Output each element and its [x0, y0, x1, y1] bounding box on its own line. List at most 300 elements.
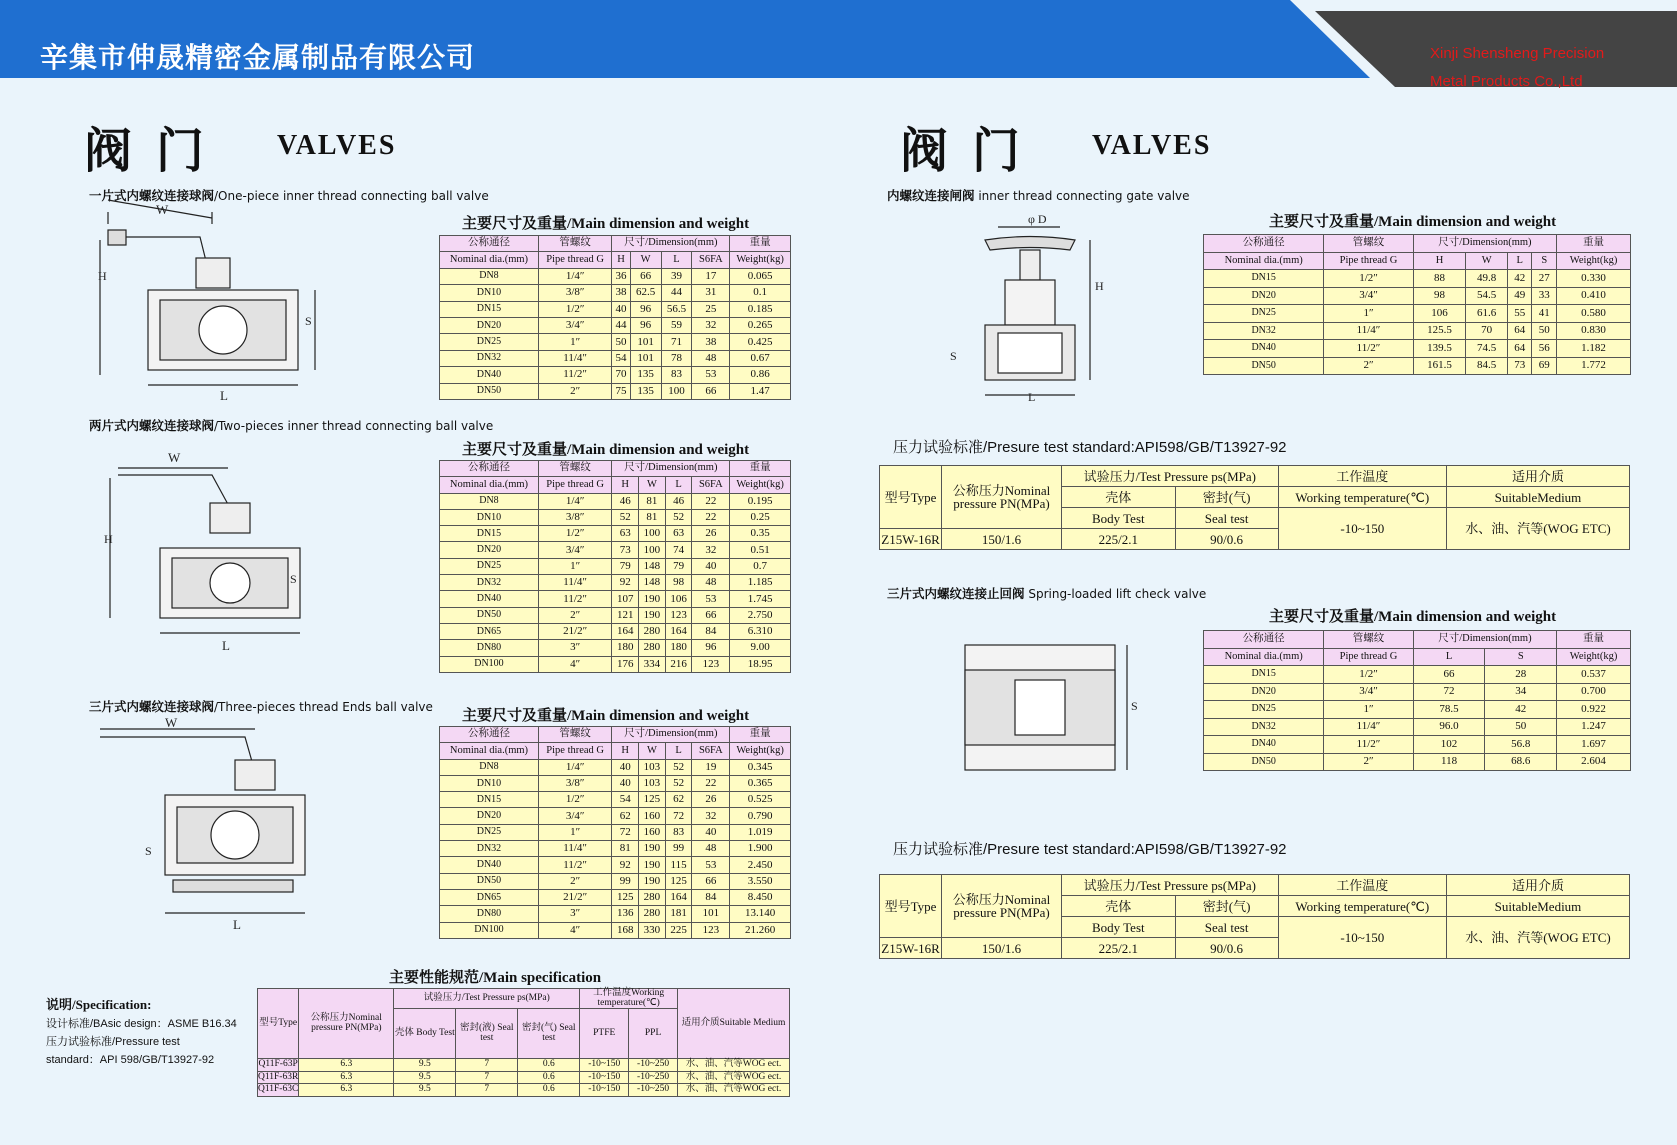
- table-cell: 168: [612, 922, 639, 938]
- ms-test-head: 试验压力/Test Pressure ps(MPa): [394, 989, 580, 1009]
- table-cell: 334: [639, 656, 666, 672]
- col-subhead: L: [661, 252, 692, 268]
- col-subhead: Weight(kg): [1557, 252, 1631, 270]
- table-cell: 79: [665, 558, 692, 574]
- table-cell: DN15: [1204, 666, 1324, 684]
- table-cell: 42: [1507, 270, 1532, 288]
- table-cell: 1″: [1324, 701, 1413, 719]
- col-subhead: Nominal dia.(mm): [440, 477, 539, 493]
- table-cell: 11/2″: [1324, 736, 1413, 754]
- col-head-nominal: 公称通径: [1204, 235, 1324, 253]
- table-cell: 1.182: [1557, 340, 1631, 358]
- gate-valve-drawing: [940, 205, 1120, 405]
- col-subhead: W: [1466, 252, 1507, 270]
- table-cell: 32: [692, 808, 730, 824]
- st-temp-val: -10~150: [1278, 508, 1446, 550]
- table-cell: 190: [639, 591, 666, 607]
- table-cell: 11/4″: [538, 575, 611, 591]
- table-row: [440, 367, 791, 383]
- header-row: [440, 727, 791, 743]
- table-cell: 46: [665, 493, 692, 509]
- table-cell: 180: [612, 640, 639, 656]
- table-cell: 11/2″: [1324, 340, 1413, 358]
- table-cell: Q11F-63R: [258, 1071, 299, 1082]
- table-row: [1204, 683, 1631, 701]
- table-cell: DN32: [440, 350, 539, 366]
- table-cell: 38: [692, 334, 730, 350]
- table-cell: 123: [692, 922, 730, 938]
- table-cell: 135: [630, 367, 661, 383]
- table-cell: 68.6: [1485, 753, 1557, 771]
- col-subhead: S6FA: [692, 477, 730, 493]
- check-pressure-table: [879, 874, 1630, 959]
- col-head-thread: 管螺纹: [538, 727, 611, 743]
- table-cell: 38: [612, 285, 630, 301]
- table-cell: DN15: [440, 301, 539, 317]
- table-cell: 1.019: [730, 824, 791, 840]
- table-cell: 139.5: [1413, 340, 1466, 358]
- st-temp-head: 工作温度: [1278, 875, 1446, 896]
- table-cell: 1.185: [730, 575, 791, 591]
- table-row: [1204, 305, 1631, 323]
- table-row: [440, 526, 791, 542]
- table-cell: DN100: [440, 656, 539, 672]
- table-cell: 18.95: [730, 656, 791, 672]
- st-body-cn: 壳体: [1062, 487, 1176, 508]
- header-row: [440, 236, 791, 252]
- table-cell: 106: [665, 591, 692, 607]
- table-cell: 84: [692, 623, 730, 639]
- table-cell: 81: [639, 509, 666, 525]
- st-seal-en: Seal test: [1175, 508, 1278, 529]
- table-row: [1204, 357, 1631, 375]
- table-cell: 136: [612, 906, 639, 922]
- col-head-dimension: 尺寸/Dimension(mm): [1413, 235, 1556, 253]
- subheader-row: [440, 252, 791, 268]
- table-cell: 2.750: [730, 607, 791, 623]
- table-row: [440, 301, 791, 317]
- col-head-thread: 管螺纹: [1324, 631, 1413, 649]
- table-cell: DN25: [1204, 701, 1324, 719]
- table-cell: 11/2″: [538, 367, 611, 383]
- dim-s-label: S: [305, 314, 312, 328]
- table-cell: 99: [665, 841, 692, 857]
- table-row: [1204, 340, 1631, 358]
- pressure-test-standard-1: 压力试验标准/Presure test standard:API598/GB/T13927-92: [893, 439, 1287, 456]
- table-row: [1204, 736, 1631, 754]
- table-cell: 56: [1532, 340, 1557, 358]
- table-cell: -10~250: [629, 1084, 678, 1097]
- table-cell: 66: [692, 607, 730, 623]
- st-pn-head: [942, 875, 1062, 938]
- table-cell: 0.195: [730, 493, 791, 509]
- st-pn-line1: 公称压力Nominal: [952, 483, 1051, 498]
- left-heading-en: VALVES: [277, 130, 397, 161]
- dim-s-label-check: S: [1131, 699, 1138, 713]
- section-two-pieces-title: [89, 416, 493, 434]
- table-cell: DN100: [440, 922, 539, 938]
- col-head-thread: 管螺纹: [1324, 235, 1413, 253]
- table-cell: 123: [692, 656, 730, 672]
- dim-s-label-2: S: [290, 572, 297, 586]
- table-row: [440, 558, 791, 574]
- table-cell: -10~250: [629, 1059, 678, 1072]
- rs2-en: Spring-loaded lift check valve: [1024, 587, 1207, 601]
- main-spec-table: [257, 988, 790, 1097]
- dim-l-label-3: L: [233, 917, 241, 932]
- one-piece-valve-drawing: [100, 200, 330, 415]
- table-cell: DN25: [440, 824, 539, 840]
- table-cell: 1.745: [730, 591, 791, 607]
- table-cell: 81: [612, 841, 639, 857]
- table-cell: 1.772: [1557, 357, 1631, 375]
- table-row: [440, 623, 791, 639]
- table-cell: DN20: [440, 317, 539, 333]
- table-cell: 92: [612, 575, 639, 591]
- table-cell: 0.265: [730, 317, 791, 333]
- table-cell: 21/2″: [538, 623, 611, 639]
- table-cell: 0.67: [730, 350, 791, 366]
- table-row: [1204, 287, 1631, 305]
- col-subhead: W: [639, 477, 666, 493]
- col-head-weight: 重量: [730, 236, 791, 252]
- col-subhead: L: [1413, 648, 1485, 666]
- table-cell: 280: [639, 623, 666, 639]
- check-valve-drawing: [955, 625, 1145, 795]
- col-subhead: L: [665, 743, 692, 759]
- table-cell: DN15: [1204, 270, 1324, 288]
- three-piece-dimension-table: [439, 726, 791, 939]
- table-cell: 70: [612, 367, 630, 383]
- table-cell: 50: [1485, 718, 1557, 736]
- subheader-row: [440, 477, 791, 493]
- table-cell: 55: [1507, 305, 1532, 323]
- table-cell: 160: [639, 824, 666, 840]
- table-cell: DN25: [1204, 305, 1324, 323]
- table-cell: 330: [639, 922, 666, 938]
- table-cell: 9.5: [394, 1059, 456, 1072]
- table-cell: -10~150: [580, 1059, 629, 1072]
- col-subhead: L: [1507, 252, 1532, 270]
- dim-phid-label: φ D: [1028, 212, 1047, 226]
- st-pn-line2: pressure PN(MPa): [953, 496, 1050, 511]
- table-cell: 125: [665, 873, 692, 889]
- company-en-line1: Xinji Shensheng Precision: [1430, 45, 1605, 62]
- table-cell: 62.5: [630, 285, 661, 301]
- table-cell: 41: [1532, 305, 1557, 323]
- st-seal-cn: 密封(气): [1175, 487, 1278, 508]
- table-cell: 49: [1507, 287, 1532, 305]
- two-piece-valve-drawing: [100, 448, 330, 663]
- col-subhead: S6FA: [692, 252, 730, 268]
- col-subhead: H: [612, 477, 639, 493]
- st-seal-val: 90/0.6: [1175, 938, 1278, 959]
- st-body-en: Body Test: [1062, 508, 1176, 529]
- table-cell: 66: [692, 873, 730, 889]
- subheader-row: [1204, 252, 1631, 270]
- table-cell: 1″: [538, 334, 611, 350]
- table-cell: 11/4″: [1324, 322, 1413, 340]
- table-row: [880, 466, 1630, 487]
- table-row: [258, 1071, 790, 1084]
- st-medium-en: SuitableMedium: [1446, 896, 1629, 917]
- header-row: [1204, 235, 1631, 253]
- st-type-head: 型号Type: [880, 875, 942, 938]
- st-type-head: 型号Type: [880, 466, 942, 529]
- table-cell: 123: [665, 607, 692, 623]
- col-head-dimension: 尺寸/Dimension(mm): [1413, 631, 1556, 649]
- table-cell: 0.537: [1557, 666, 1631, 684]
- table-cell: DN8: [440, 759, 539, 775]
- table-cell: 53: [692, 857, 730, 873]
- col-subhead: S: [1532, 252, 1557, 270]
- ms-temp-head: 工作温度Working temperature(℃): [580, 989, 678, 1009]
- table-cell: 2.604: [1557, 753, 1631, 771]
- table-cell: 101: [630, 334, 661, 350]
- col-head-dimension: 尺寸/Dimension(mm): [612, 727, 730, 743]
- st-medium-val: 水、油、汽等(WOG ETC): [1446, 508, 1629, 550]
- table-cell: 3″: [538, 906, 611, 922]
- table-cell: 2.450: [730, 857, 791, 873]
- table-cell: 92: [612, 857, 639, 873]
- st-temp-en: Working temperature(℃): [1278, 487, 1446, 508]
- table-cell: 0.410: [1557, 287, 1631, 305]
- table-cell: 2″: [1324, 753, 1413, 771]
- table-cell: 96: [692, 640, 730, 656]
- table-cell: 1.47: [730, 383, 791, 399]
- table-cell: 40: [692, 824, 730, 840]
- table-cell: 11/2″: [538, 857, 611, 873]
- st-test-head: 试验压力/Test Pressure ps(MPa): [1062, 466, 1279, 487]
- rs1-cn: 内螺纹连接闸阀: [887, 188, 975, 203]
- col-subhead: H: [1413, 252, 1466, 270]
- table-row: [440, 759, 791, 775]
- table-cell: 53: [692, 591, 730, 607]
- table-cell: 190: [639, 857, 666, 873]
- table-cell: 40: [612, 759, 639, 775]
- col-subhead: Nominal dia.(mm): [1204, 648, 1324, 666]
- table-cell: 54: [612, 792, 639, 808]
- table-cell: 6.3: [299, 1071, 394, 1084]
- table-cell: 79: [612, 558, 639, 574]
- table-row: [1204, 270, 1631, 288]
- table-cell: DN40: [1204, 340, 1324, 358]
- table-cell: DN32: [440, 841, 539, 857]
- ms-seal-l-head: 密封(液) Seal test: [456, 1009, 518, 1059]
- col-head-weight: 重量: [730, 461, 791, 477]
- table-row: [440, 383, 791, 399]
- ms-medium-head: 适用介质Suitable Medium: [678, 989, 790, 1059]
- s2-en: /Two-pieces inner thread connecting ball valve: [214, 419, 494, 433]
- table-cell: 0.525: [730, 792, 791, 808]
- s1-cn: 一片式内螺纹连接球阀: [89, 188, 215, 203]
- table-cell: 100: [639, 542, 666, 558]
- table-cell: 48: [692, 841, 730, 857]
- table-row: [440, 591, 791, 607]
- table-cell: 水、油、汽等WOG ect.: [678, 1071, 790, 1084]
- table-cell: 1/2″: [1324, 270, 1413, 288]
- table-cell: 6.3: [299, 1084, 394, 1097]
- st-medium-val: 水、油、汽等(WOG ETC): [1446, 917, 1629, 959]
- table-cell: 52: [612, 509, 639, 525]
- table-cell: Q11F-63P: [258, 1059, 298, 1069]
- table-cell: DN20: [440, 542, 539, 558]
- table-cell: 7: [456, 1059, 518, 1072]
- table-cell: 42: [1485, 701, 1557, 719]
- company-en-line2: Metal Products Co.,Ltd: [1430, 73, 1583, 90]
- table-cell: 164: [665, 623, 692, 639]
- table-cell: 0.6: [518, 1059, 580, 1072]
- table-cell: 4″: [538, 656, 611, 672]
- table-cell: 73: [1507, 357, 1532, 375]
- table-cell: 39: [661, 268, 692, 284]
- table-cell: 66: [1413, 666, 1485, 684]
- note-line1: 设计标准/BAsic design：ASME B16.34: [46, 1018, 237, 1030]
- table-cell: 96.0: [1413, 718, 1485, 736]
- table-row: [440, 775, 791, 791]
- col-subhead: S6FA: [692, 743, 730, 759]
- table-row: [440, 509, 791, 525]
- table-cell: 83: [661, 367, 692, 383]
- table-cell: 1.697: [1557, 736, 1631, 754]
- table-row: [440, 640, 791, 656]
- table-cell: 102: [1413, 736, 1485, 754]
- table-row: [440, 873, 791, 889]
- table-cell: 22: [692, 493, 730, 509]
- table-cell: 115: [665, 857, 692, 873]
- dim-s-label-3: S: [145, 844, 152, 858]
- table-cell: 6.310: [730, 623, 791, 639]
- table-row: [1204, 701, 1631, 719]
- table-cell: 71: [661, 334, 692, 350]
- table-row: [258, 1059, 790, 1072]
- header-row: [440, 461, 791, 477]
- table-cell: 0.700: [1557, 683, 1631, 701]
- table-cell: 0.51: [730, 542, 791, 558]
- table-cell: 56.5: [661, 301, 692, 317]
- dim-l-label-2: L: [222, 638, 230, 653]
- table-cell: 1/2″: [538, 301, 611, 317]
- table-cell: 148: [639, 558, 666, 574]
- table-cell: 0.1: [730, 285, 791, 301]
- table-cell: 50: [612, 334, 630, 350]
- dim-w-label: W: [156, 202, 169, 217]
- table-cell: 52: [665, 509, 692, 525]
- two-piece-dimension-table: [439, 460, 791, 673]
- col-subhead: L: [665, 477, 692, 493]
- table-cell: 17: [692, 268, 730, 284]
- table-cell: DN20: [440, 808, 539, 824]
- table-cell: 1/4″: [538, 268, 611, 284]
- header-row: [1204, 631, 1631, 649]
- table-row: [440, 906, 791, 922]
- table-cell: 161.5: [1413, 357, 1466, 375]
- table-cell: 180: [665, 640, 692, 656]
- st-pn-line2: pressure PN(MPa): [953, 905, 1050, 920]
- table-cell: DN10: [440, 285, 539, 301]
- table-cell: 40: [692, 558, 730, 574]
- st-medium-head: 适用介质: [1446, 875, 1629, 896]
- col-subhead: Pipe thread G: [1324, 648, 1413, 666]
- table-row: [440, 317, 791, 333]
- table-cell: 66: [692, 383, 730, 399]
- table-cell: 62: [612, 808, 639, 824]
- col-subhead: S: [1485, 648, 1557, 666]
- col-subhead: Pipe thread G: [538, 252, 611, 268]
- rs1-en: inner thread connecting gate valve: [974, 189, 1190, 203]
- main-spec-title: 主要性能规范/Main specification: [389, 970, 602, 986]
- table-row: [440, 824, 791, 840]
- table-cell: 190: [639, 873, 666, 889]
- table-cell: 0.6: [518, 1084, 580, 1097]
- table-cell: 3/4″: [538, 317, 611, 333]
- table-cell: 31: [692, 285, 730, 301]
- st-temp-en: Working temperature(℃): [1278, 896, 1446, 917]
- table-cell: DN25: [440, 334, 539, 350]
- table-cell: 0.065: [730, 268, 791, 284]
- col-head-nominal: 公称通径: [440, 727, 539, 743]
- st-test-head: 试验压力/Test Pressure ps(MPa): [1062, 875, 1279, 896]
- col-head-thread: 管螺纹: [538, 461, 611, 477]
- table-cell: 280: [639, 906, 666, 922]
- col-subhead: W: [630, 252, 661, 268]
- table-cell: 0.790: [730, 808, 791, 824]
- table-cell: 0.6: [518, 1071, 580, 1084]
- table-cell: 63: [612, 526, 639, 542]
- table-cell: 62: [665, 792, 692, 808]
- ms-pn-head: 公称压力Nominal pressure PN(MPa): [299, 989, 394, 1059]
- table1-title: 主要尺寸及重量/Main dimension and weight: [462, 216, 750, 232]
- st-temp-val: -10~150: [1278, 917, 1446, 959]
- ms-body-head: 壳体 Body Test: [394, 1009, 456, 1059]
- table-cell: 21.260: [730, 922, 791, 938]
- table-cell: DN50: [440, 383, 539, 399]
- table-cell: 50: [1532, 322, 1557, 340]
- st-pn-val: 150/1.6: [942, 938, 1062, 959]
- table-row: [440, 792, 791, 808]
- right-heading-en: VALVES: [1092, 130, 1212, 161]
- table-cell: DN15: [440, 792, 539, 808]
- table-cell: 27: [1532, 270, 1557, 288]
- check-valve-dimension-table: [1203, 630, 1631, 771]
- table-cell: DN40: [440, 367, 539, 383]
- col-head-weight: 重量: [1557, 631, 1631, 649]
- table-cell: 21/2″: [538, 889, 611, 905]
- st-medium-head: 适用介质: [1446, 466, 1629, 487]
- table-cell: 52: [665, 759, 692, 775]
- subheader-row: [440, 743, 791, 759]
- table-cell: 11/4″: [538, 350, 611, 366]
- table-cell: 0.580: [1557, 305, 1631, 323]
- gate-table-title: 主要尺寸及重量/Main dimension and weight: [1269, 214, 1557, 230]
- table-cell: 9.5: [394, 1084, 456, 1097]
- table-cell: DN20: [1204, 287, 1324, 305]
- col-subhead: Weight(kg): [1557, 648, 1631, 666]
- table-cell: 0.345: [730, 759, 791, 775]
- table-cell: DN32: [1204, 718, 1324, 736]
- table-cell: -10~150: [580, 1071, 629, 1084]
- st-body-cn: 壳体: [1062, 896, 1176, 917]
- table-row: [1204, 753, 1631, 771]
- table-cell: 59: [661, 317, 692, 333]
- table-cell: 1/4″: [538, 759, 611, 775]
- st-seal-en: Seal test: [1175, 917, 1278, 938]
- table-cell: 125: [612, 889, 639, 905]
- table-cell: 1/2″: [1324, 666, 1413, 684]
- table-cell: 46: [612, 493, 639, 509]
- table-cell: 49.8: [1466, 270, 1507, 288]
- table-cell: 48: [692, 575, 730, 591]
